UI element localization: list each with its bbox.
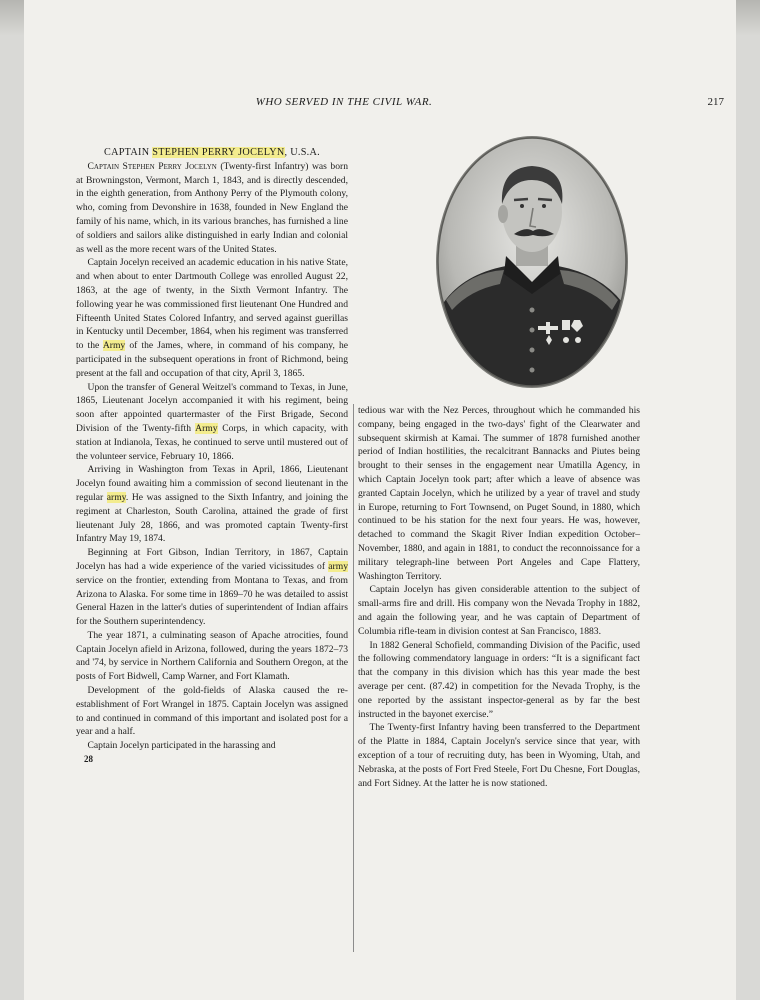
paragraph: Arriving in Washington from Texas in April, 1866, Lieutenant Jocelyn found awaiting him a commission of second lieutenant in the regular army. He was assigned to the Sixth Infantry, and joining the regiment at Charleston, South Carolina, attained the grade of first lieutenant July 28, 1866, and was promoted captain Twenty-first Infantry May 19, 1874. bbox=[76, 464, 348, 545]
highlighted-term: Army bbox=[195, 422, 218, 434]
page-number: 217 bbox=[707, 96, 724, 108]
paragraph: In 1882 General Schofield, commanding Division of the Pacific, used the following commendatory language in orders: “It is a significant fact that the company in this division which has this year made the best average per cent. (87.42) in competition for the Nevada Trophy, is the one reported by the assistant inspector-general as by far the best instructed in the bayonet exercise.” bbox=[358, 639, 640, 720]
paragraph: Development of the gold-fields of Alaska caused the re-establishment of Fort Wrangel in 1875. Captain Jocelyn was assigned to and continued in command of this important and isolated post for a year and a half. bbox=[76, 685, 348, 738]
article-title: CAPTAIN STEPHEN PERRY JOCELYN, U.S.A. bbox=[103, 147, 321, 158]
highlighted-term: army bbox=[106, 491, 126, 503]
paragraph: Upon the transfer of General Weitzel's command to Texas, in June, 1865, Lieutenant Jocelyn accompanied it with his regiment, being soon after appointed quartermaster of the First Brigade, Second Division of the Twenty-fifth Army Corps, in which capacity, with station at Indianola, Texas, he continued to serve until mustered out of the volunteer service, February 10, 1866. bbox=[76, 381, 348, 462]
highlighted-name: STEPHEN PERRY JOCELYN bbox=[152, 147, 285, 158]
paragraph: Captain Stephen Perry Jocelyn (Twenty-first Infantry) was born at Browningston, Vermont, March 1, 1843, and is directly descended, in the eighth generation, from Anthony Perry of the Plymouth colony, who, coming from Devonshire in 1638, founded in New England the family of his name, which, in its various branches, has furnished a line of soldiers and sailors alike distinguished in early Indian and colonial as well as the more recent wars of the United States. bbox=[76, 160, 349, 255]
portrait-engraving bbox=[434, 134, 630, 390]
book-page bbox=[24, 0, 736, 1000]
left-column bbox=[76, 146, 348, 767]
paragraph: tedious war with the Nez Perces, throughout which he commanded his company, being engaged in the two-days' fight of the Clearwater and subsequent skirmish at Kamai. The summer of 1878 furnished another period of Indian hostilities, the recalcitrant Bannacks and Piutes being brought to their senses in the engagement near Umatilla Agency, in which Captain Jocelyn took part; after which a leave of absence was granted Captain Jocelyn, which he utilized by a year of travel and study in Europe, returning to Fort Townsend, on Puget Sound, in 1880, which continued to be his station for the next four years. He was, however, detached to command the Skagit River Indian expedition October–November, 1880, and again in 1881, to conduct the reconnoissance for a military telegraph-line between Port Angeles and Cape Flattery, Washington Territory. bbox=[358, 405, 640, 582]
paragraph: Captain Jocelyn received an academic education in his native State, and when about to enter Dartmouth College was enrolled August 22, 1863, at the age of twenty, in the Sixth Vermont Infantry. The following year he was commissioned first lieutenant One Hundred and Fifteenth United States Colored Infantry, and served against guerillas in Kentucky until December, 1864, when his regiment was transferred to the Army of the James, where, in command of his company, he participated in the subsequent operations in front of Richmond, being present at the fall and occupation of that city, April 3, 1865. bbox=[76, 257, 349, 379]
paragraph: Captain Jocelyn has given considerable attention to the subject of small-arms fire and drill. His company won the Nevada Trophy in 1882, and again the following year, and he was captain of Department of Columbia rifle-team in division contest at San Francisco, 1883. bbox=[358, 584, 640, 637]
highlighted-term: Army bbox=[102, 340, 126, 352]
paragraph: Beginning at Fort Gibson, Indian Territory, in 1867, Captain Jocelyn has had a wide experience of the varied vicissitudes of army service on the frontier, extending from Montana to Texas, and from Arizona to Alaska. For some time in 1869–70 he was detailed to assist General Hazen in the latter's duties of superintendent of Indian affairs for the Southern superintendency. bbox=[76, 547, 348, 628]
paragraph: The year 1871, a culminating season of Apache atrocities, found Captain Jocelyn afield in Arizona, followed, during the years 1872–73 and '74, by service in Northern California and Southern Oregon, at the posts of Fort Bidwell, Camp Warner, and Fort Klamath. bbox=[76, 629, 348, 683]
paragraph: Captain Jocelyn participated in the harassing and bbox=[87, 740, 276, 752]
paragraph: The Twenty-first Infantry having been transferred to the Department of the Platte in 1884, Captain Jocelyn's service since that year, with exception of a tour of recruiting duty, has been in Wyoming, Utah, and Nebraska, at the posts of Fort Fred Steele, Fort Du Chesne, Fort Douglas, and Fort Sidney. At the latter he is now stationed. bbox=[358, 722, 640, 789]
column-rule bbox=[353, 404, 354, 952]
signature-mark: 28 bbox=[84, 754, 93, 765]
highlighted-term: army bbox=[328, 560, 348, 572]
running-head: WHO SERVED IN THE CIVIL WAR. bbox=[255, 96, 433, 108]
right-column bbox=[358, 404, 640, 790]
